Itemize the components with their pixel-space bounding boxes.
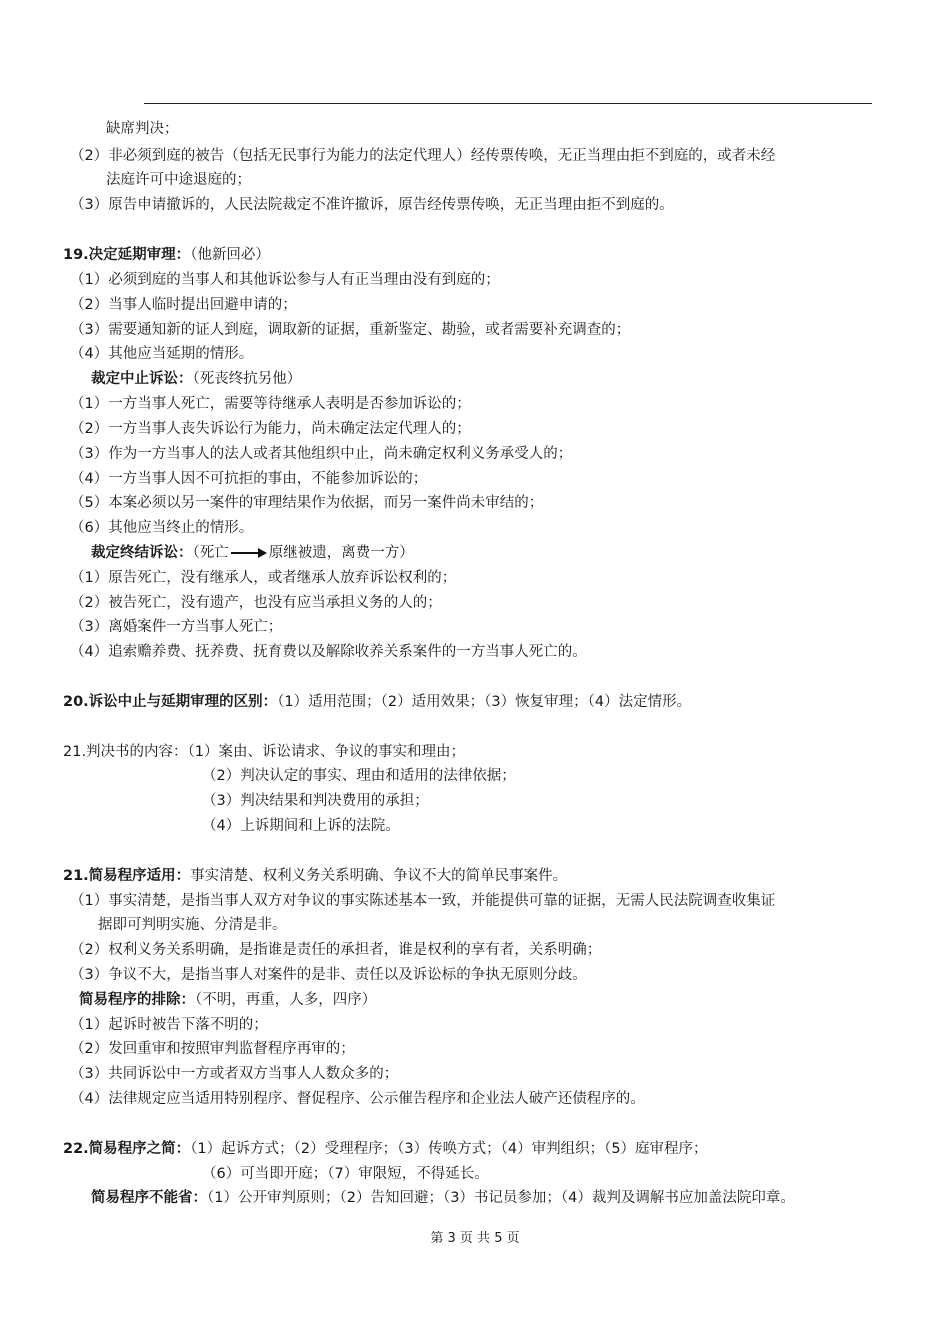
list-item: （2）判决认定的事实、理由和适用的法律依据； <box>202 768 516 784</box>
section-22-heading <box>63 1139 708 1159</box>
mnemonic-note: （他新回必） <box>190 247 270 263</box>
header-rule <box>144 103 872 104</box>
section-19-heading <box>63 245 270 265</box>
text-line: （3）原告申请撤诉的，人民法院裁定不准许撤诉，原告经传票传唤，无正当理由拒不到庭的。 <box>70 197 674 213</box>
list-item: （1）起诉时被告下落不明的； <box>70 1017 268 1033</box>
section-text: （1）公开审判原则；（2）告知回避；（3）书记员参加；（4）裁判及调解书应加盖法院印章。 <box>207 1190 795 1206</box>
list-item: （4）上诉期间和上诉的法院。 <box>202 818 400 834</box>
section-text: 事实清楚、权利义务关系明确、争议不大的简单民事案件。 <box>190 868 568 884</box>
section-20-heading <box>63 692 691 712</box>
list-item: （2）发回重审和按照审判监督程序再审的； <box>70 1041 355 1057</box>
list-item: （1）事实清楚，是指当事人双方对争议的事实陈述基本一致，并能提供可靠的证据，无需人民法院调查收集证 <box>70 893 776 909</box>
text-line: 缺席判决； <box>106 121 179 137</box>
list-item: （3）需要通知新的证人到庭，调取新的证据，重新鉴定、勘验，或者需要补充调查的； <box>70 322 631 338</box>
text-line: （2）非必须到庭的被告（包括无民事行为能力的法定代理人）经传票传唤，无正当理由拒不到庭的，或者未经 <box>70 148 776 164</box>
subsection-title: 裁定中止诉讼： <box>91 371 193 387</box>
list-item-continuation: 据即可判明实施、分清是非。 <box>98 917 287 933</box>
subsection-title: 裁定终结诉讼： <box>91 545 193 561</box>
page-footer: 第 3 页 共 5 页 <box>430 1231 520 1246</box>
list-item: （3）离婚案件一方当事人死亡； <box>70 619 283 635</box>
section-text: （1）起诉方式；（2）受理程序；（3）传唤方式；（4）审判组织；（5）庭审程序； <box>190 1141 708 1157</box>
list-item: （1）案由、诉讼请求、争议的事实和理由； <box>187 744 466 760</box>
list-item: （1）一方当事人死亡，需要等待继承人表明是否参加诉讼的； <box>70 396 471 412</box>
mnemonic-note: （死丧终抗另他） <box>192 371 302 387</box>
list-item: （3）作为一方当事人的法人或者其他组织中止，尚未确定权利义务承受人的； <box>70 446 573 462</box>
section-title: 21.判决书的内容： <box>63 744 188 760</box>
section-title: 22.简易程序之简： <box>63 1141 191 1157</box>
section-text: （1）适用范围；（2）适用效果；（3）恢复审理；（4）法定情形。 <box>277 694 692 710</box>
section-21-summary-heading <box>63 866 567 886</box>
list-item: （3）判决结果和判决费用的承担； <box>202 793 429 809</box>
section-title: 21.简易程序适用： <box>63 868 191 884</box>
list-item: （2）权利义务关系明确，是指谁是责任的承担者，谁是权利的享有者，关系明确； <box>70 942 602 958</box>
text-line: 法庭许可中途退庭的； <box>106 172 251 188</box>
section-text: （6）可当即开庭；（7）审限短，不得延长。 <box>202 1166 489 1182</box>
subsection-title: 简易程序不能省： <box>91 1190 207 1206</box>
section-21-judgment-heading <box>63 742 465 762</box>
list-item: （4）一方当事人因不可抗拒的事由，不能参加诉讼的； <box>70 471 428 487</box>
list-item: （2）当事人临时提出回避申请的； <box>70 297 297 313</box>
list-item: （1）必须到庭的当事人和其他诉讼参与人有正当理由没有到庭的； <box>70 272 500 288</box>
list-item: （6）其他应当终止的情形。 <box>70 520 254 536</box>
list-item: （1）原告死亡，没有继承人，或者继承人放弃诉讼权利的； <box>70 570 457 586</box>
cannot-omit-heading <box>91 1188 795 1208</box>
section-title: 19.决定延期审理： <box>63 247 191 263</box>
list-item: （5）本案必须以另一案件的审理结果作为依据，而另一案件尚未审结的； <box>70 495 544 511</box>
section-title: 20.诉讼中止与延期审理的区别： <box>63 694 278 710</box>
mnemonic-note: （死亡 <box>192 545 229 561</box>
suspension-heading <box>91 369 301 389</box>
list-item: （2）一方当事人丧失诉讼行为能力，尚未确定法定代理人的； <box>70 421 471 437</box>
list-item: （4）其他应当延期的情形。 <box>70 346 254 362</box>
mnemonic-note: （不明，再重，人多，四序） <box>195 992 377 1008</box>
arrow-right-icon <box>231 548 267 558</box>
list-item: （3）争议不大，是指当事人对案件的是非、责任以及诉讼标的争执无原则分歧。 <box>70 967 587 983</box>
list-item: （4）法律规定应当适用特别程序、督促程序、公示催告程序和企业法人破产还债程序的。 <box>70 1091 645 1107</box>
list-item: （2）被告死亡，没有遗产，也没有应当承担义务的人的； <box>70 595 442 611</box>
list-item: （3）共同诉讼中一方或者双方当事人人数众多的； <box>70 1066 399 1082</box>
termination-heading <box>91 543 414 563</box>
exclusion-heading <box>79 990 376 1010</box>
subsection-title: 简易程序的排除： <box>79 992 195 1008</box>
mnemonic-note: 原继被遗，离费一方） <box>268 545 414 561</box>
list-item: （4）追索赡养费、抚养费、抚育费以及解除收养关系案件的一方当事人死亡的。 <box>70 644 587 660</box>
